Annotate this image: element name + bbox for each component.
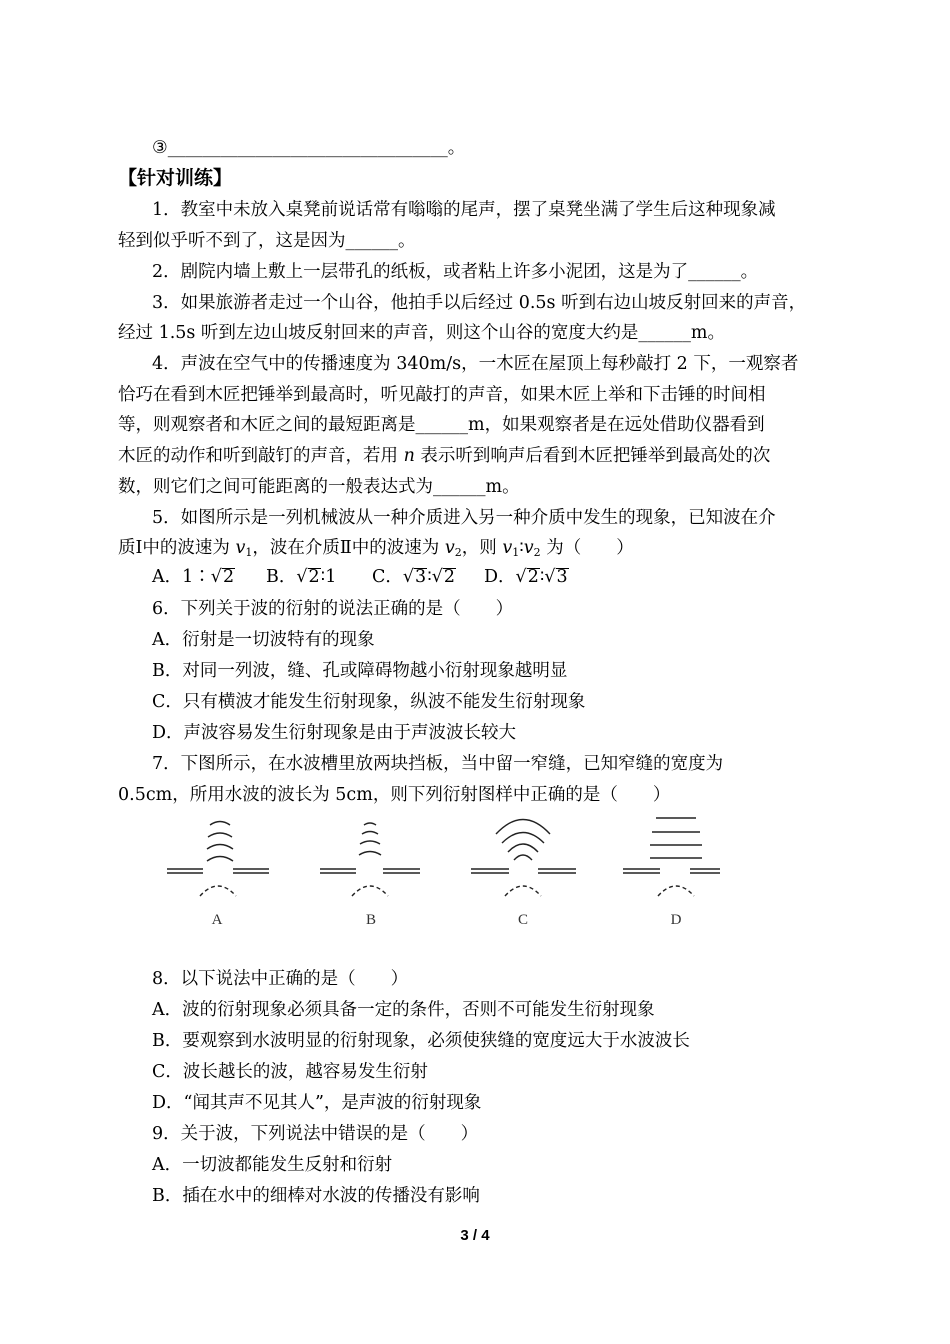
sqrt-2: √2 — [296, 567, 320, 587]
q6-option-d: D．声波容易发生衍射现象是由于声波波长较大 — [152, 723, 517, 743]
q4-line3: 等，则观察者和木匠之间的最短距离是______m，如果观察者是在远处借助仪器看到 — [118, 415, 765, 435]
radicand: 2 — [308, 567, 320, 587]
q8-option-c: C．波长越长的波，越容易发生衍射 — [152, 1062, 428, 1082]
diffraction-figure — [160, 810, 720, 935]
q5-line1: 5．如图所示是一列机械波从一种介质进入另一种介质中发生的现象，已知波在介 — [152, 508, 776, 528]
ratio-v2-symbol: v — [523, 538, 534, 558]
ratio-colon: ∶ — [539, 567, 545, 587]
sqrt-3: √3 — [402, 567, 427, 587]
q4-line4-text-a: 木匠的动作和听到敲钉的声音，若用 — [118, 446, 404, 466]
q5-option-d — [484, 566, 569, 588]
pattern-c — [471, 820, 576, 897]
v1-symbol: v — [235, 538, 246, 558]
q6-option-b: B．对同一列波，缝、孔或障碍物越小衍射现象越明显 — [152, 661, 568, 681]
label-a: A — [211, 912, 223, 928]
sqrt-2: √2 — [515, 567, 539, 587]
q9-option-b: B．插在水中的细棒对水波的传播没有影响 — [152, 1186, 480, 1206]
label-c: C — [517, 912, 529, 928]
pattern-d — [623, 818, 720, 896]
q9-stem: 9．关于波，下列说法中错误的是（ ） — [152, 1124, 479, 1144]
q5-text-b: ，波在介质Ⅱ中的波速为 — [252, 538, 445, 558]
pattern-a — [167, 822, 269, 897]
variable-n: n — [403, 446, 415, 466]
q4-line4 — [118, 445, 770, 467]
label-b: B — [365, 912, 377, 928]
radicand: 2 — [443, 567, 456, 587]
radicand: 3 — [556, 567, 568, 587]
q1-line2: 轻到似乎听不到了，这是因为______。 — [118, 231, 416, 251]
q5-text-a: 质Ⅰ中的波速为 — [118, 538, 236, 558]
q5-option-a — [152, 566, 235, 588]
q8-option-a: A．波的衍射现象必须具备一定的条件，否则不可能发生衍射现象 — [152, 1000, 655, 1020]
pattern-b — [320, 823, 420, 896]
q6-option-c: C．只有横波才能发生衍射现象，纵波不能发生衍射现象 — [152, 692, 586, 712]
q4-line1: 4．声波在空气中的传播速度为 340m/s，一木匠在屋顶上每秒敲打 2 下，一观察者 — [152, 354, 799, 374]
q5-text-d: 为（ ） — [540, 538, 634, 558]
q5-option-b-label: B． — [266, 567, 297, 587]
q8-stem: 8．以下说法中正确的是（ ） — [152, 969, 409, 989]
label-d: D — [670, 912, 682, 928]
q3-line2: 经过 1.5s 听到左边山坡反射回来的声音，则这个山谷的宽度大约是______m。 — [118, 323, 726, 343]
v2-symbol: v — [444, 538, 455, 558]
q5-option-c — [372, 566, 456, 588]
q6-stem: 6．下列关于波的衍射的说法正确的是（ ） — [152, 599, 514, 619]
q5-line2 — [118, 537, 634, 564]
sqrt-3: √3 — [544, 567, 568, 587]
q5-option-c-label: C． — [372, 567, 403, 587]
q3-line1: 3．如果旅游者走过一个山谷，他拍手以后经过 0.5s 听到右边山坡反射回来的声音， — [152, 293, 807, 313]
q1-line1: 1．教室中未放入桌凳前说话常有嗡嗡的尾声，摆了桌凳坐满了学生后这种现象减 — [152, 200, 776, 220]
ratio-colon: ∶ — [427, 567, 432, 587]
q4-line5: 数，则它们之间可能距离的一般表达式为______m。 — [118, 477, 520, 497]
radicand: 2 — [527, 567, 539, 587]
page-number: 3 / 4 — [460, 1227, 490, 1244]
ratio-v1-subscript: 1 — [512, 546, 520, 559]
q5-option-d-label: D． — [484, 567, 516, 587]
q5-text-c: ，则 — [461, 538, 503, 558]
v2-subscript: 2 — [454, 546, 462, 559]
radicand: 2 — [222, 567, 235, 587]
section-heading: 【针对训练】 — [118, 167, 233, 189]
q8-option-b: B．要观察到水波明显的衍射现象，必须使狭缝的宽度远大于水波波长 — [152, 1031, 690, 1051]
q8-option-d: D．“闻其声不见其人”，是声波的衍射现象 — [152, 1093, 482, 1113]
q5-option-a-label: A．1∶ — [152, 567, 211, 587]
sqrt-2: √2 — [431, 567, 456, 587]
q2-line: 2．剧院内墙上敷上一层带孔的纸板，或者粘上许多小泥团，这是为了______。 — [152, 262, 759, 282]
q4-line4-text-b: 表示听到响声后看到木匠把锤举到最高处的次 — [414, 446, 771, 466]
q7-line2: 0.5cm，所用水波的波长为 5cm，则下列衍射图样中正确的是（ ） — [118, 785, 671, 805]
q9-option-a: A．一切波都能发生反射和衍射 — [152, 1155, 393, 1175]
ratio-v2-subscript: 2 — [533, 546, 541, 559]
item-3-blank: ③________________________________。 — [152, 138, 466, 158]
ratio-v1-symbol: v — [502, 538, 513, 558]
q6-option-a: A．衍射是一切波特有的现象 — [152, 630, 375, 650]
q7-line1: 7．下图所示，在水波槽里放两块挡板，当中留一窄缝，已知窄缝的宽度为 — [152, 754, 724, 774]
radicand: 3 — [415, 567, 427, 587]
v1-subscript: 1 — [245, 546, 253, 559]
sqrt-2: √2 — [210, 567, 235, 587]
ratio-one: ∶1 — [320, 567, 337, 587]
q5-option-b — [266, 566, 336, 588]
q4-line2: 恰巧在看到木匠把锤举到最高时，听见敲打的声音，如果木匠上举和下击锤的时间相 — [118, 385, 766, 405]
ratio-colon: ∶ — [519, 538, 524, 558]
